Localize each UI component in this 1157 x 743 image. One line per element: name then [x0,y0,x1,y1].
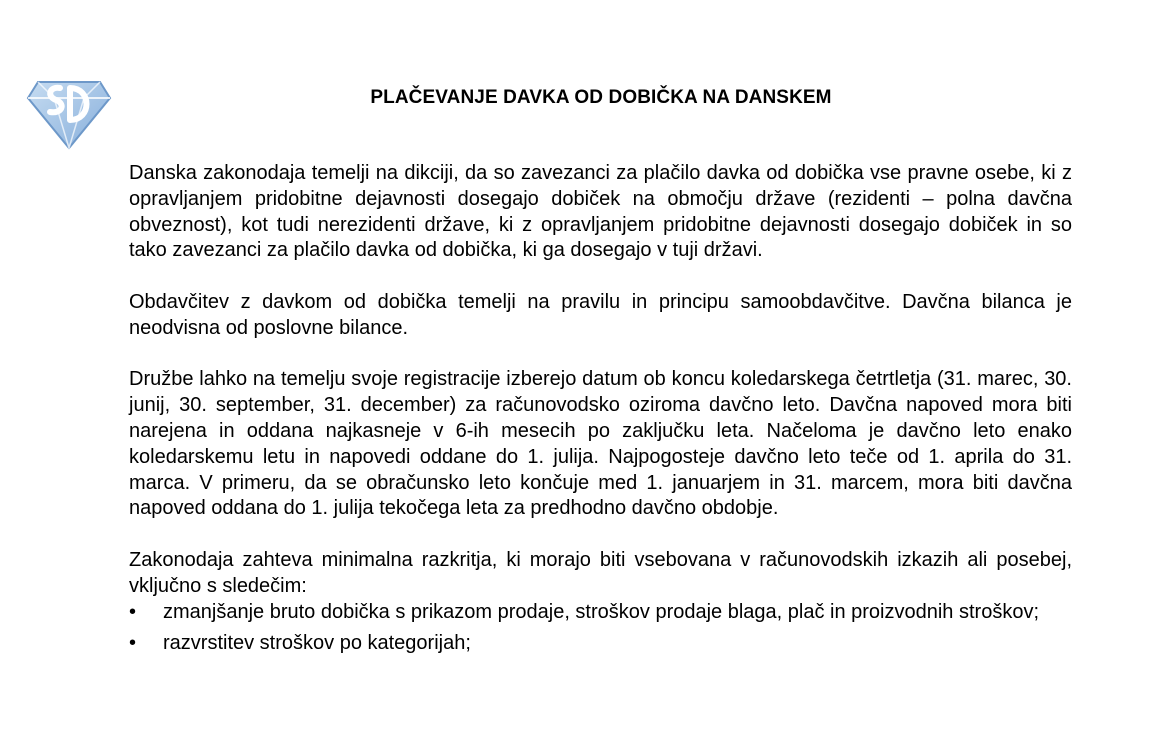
paragraph-tax-year: Družbe lahko na temelju svoje registracije izberejo datum ob koncu koledarskega četrtletja (31. marec, 30. junij, 30. september, 31. december) za računovodsko oziroma davčno leto. Davčna napoved mora biti narejena in oddana najkasneje v 6-ih mesecih po zaključku leta. Načeloma je davčno leto enako koledarskemu letu in napovedi oddane do 1. julija. Najpogosteje davčno leto teče od 1. aprila do 31. marca. V primeru, da se obračunsko leto končuje med 1. januarjem in 31. marcem, mora biti davčna napoved oddana do 1. julija tekočega leta za predhodno davčno obdobje. [129,368,1072,520]
disclosure-list [129,600,1072,658]
paragraph-disclosures: Zakonodaja zahteva minimalna razkritja, ki morajo biti vsebovana v računovodskih izkazih ali posebej, vključno s sledečim: [129,548,1072,597]
document-title: PLAČEVANJE DAVKA OD DOBIČKA NA DANSKEM [370,87,832,108]
company-logo [26,76,112,150]
list-item [129,600,1072,626]
list-item-text: razvrstitev stroškov po kategorijah; [163,632,471,655]
paragraph-self-assessment: Obdavčitev z davkom od dobička temelji na pravilu in principu samoobdavčitve. Davčna bilanca je neodvisna od poslovne bilance. [129,290,1072,339]
list-item [129,631,1072,657]
diamond-logo-sd-icon [26,76,112,150]
bullet-icon: • [129,600,137,623]
paragraph-taxpayers: Danska zakonodaja temelji na dikciji, da so zavezanci za plačilo davka od dobička vse pravne osebe, ki z opravljanjem pridobitne dejavnosti dosegajo dobiček na območju države (rezidenti – polna davčna obveznost), kot tudi nerezidenti države, ki z opravljanjem pridobitne dejavnosti dosegajo dobiček in so tako zavezanci za plačilo davka od dobička, ki ga dosegajo v tuji državi. [129,162,1072,262]
list-item-text: zmanjšanje bruto dobička s prikazom prodaje, stroškov prodaje blaga, plač in proizvodnih stroškov; [163,600,1040,623]
bullet-icon: • [129,632,137,655]
document-body [129,161,1072,663]
